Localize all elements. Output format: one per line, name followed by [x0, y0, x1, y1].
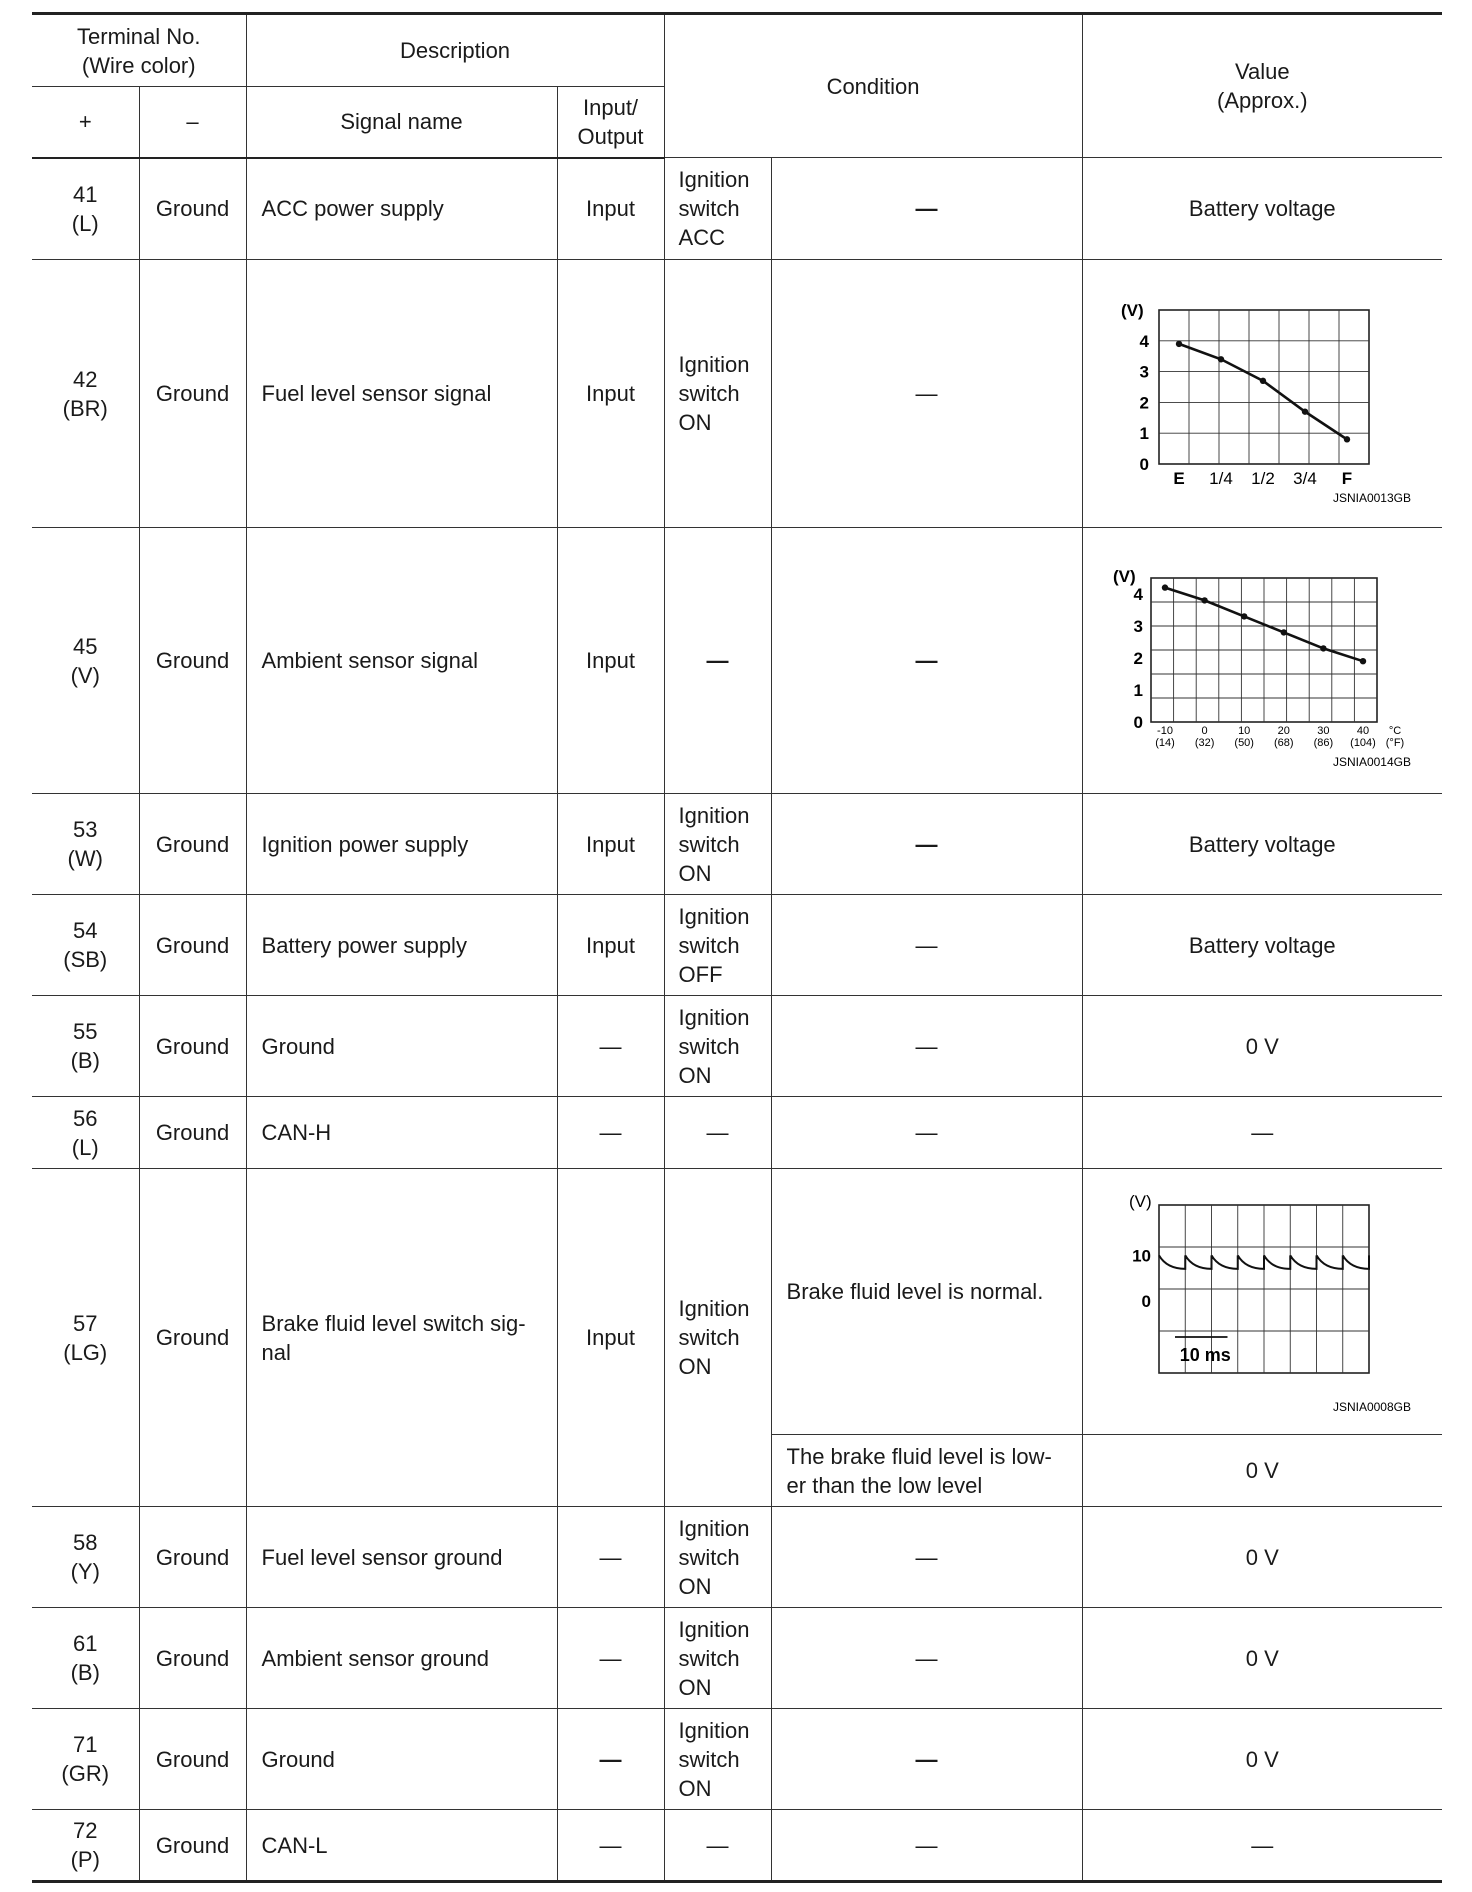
data-point: [1359, 658, 1365, 664]
ground-cell: Ground: [139, 794, 246, 895]
table-row: [32, 1810, 1442, 1882]
condition-detail: —: [771, 1608, 1082, 1709]
condition-detail: —: [771, 1507, 1082, 1608]
y-tick-label: 0: [1141, 1292, 1151, 1311]
value-cell: Battery voltage: [1082, 794, 1442, 895]
data-point: [1175, 341, 1181, 347]
terminal-table: [32, 12, 1442, 1883]
terminal-number: 72 (P): [32, 1810, 139, 1882]
signal-name: CAN-H: [246, 1097, 557, 1169]
y-axis-unit: (V): [1112, 567, 1136, 586]
terminal-number: 58 (Y): [32, 1507, 139, 1608]
data-point: [1320, 645, 1326, 651]
io-cell: —: [557, 1709, 664, 1810]
x-tick-label: (86): [1313, 737, 1333, 749]
condition-switch: Ignition switch ACC: [664, 158, 771, 260]
y-tick-label: 0: [1139, 455, 1149, 474]
ambient-sensor-chart-cell: [1082, 528, 1442, 794]
data-point: [1217, 356, 1223, 362]
terminal-number: 57 (LG): [32, 1169, 139, 1507]
signal-name: Fuel level sensor ground: [246, 1507, 557, 1608]
table-row: [32, 528, 1442, 794]
value-cell: Battery voltage: [1082, 158, 1442, 260]
x-tick-label: (14): [1154, 737, 1175, 749]
io-cell: Input: [557, 158, 664, 260]
signal-name: ACC power supply: [246, 158, 557, 260]
ground-cell: Ground: [139, 1169, 246, 1507]
terminal-number: 54 (SB): [32, 895, 139, 996]
data-point: [1241, 613, 1247, 619]
signal-name: Ambient sensor ground: [246, 1608, 557, 1709]
x-tick-label: 20: [1277, 725, 1290, 737]
y-axis-unit: (V): [1120, 301, 1144, 320]
header-input-output: Input/ Output: [557, 87, 664, 158]
io-cell: Input: [557, 260, 664, 528]
table-row: [32, 1709, 1442, 1810]
x-tick-label: (104): [1349, 737, 1376, 749]
condition-switch: Ignition switch ON: [664, 1709, 771, 1810]
ground-cell: Ground: [139, 1810, 246, 1882]
condition-detail: —: [771, 1097, 1082, 1169]
condition-detail: —: [771, 260, 1082, 528]
table-row: [32, 1507, 1442, 1608]
ground-cell: Ground: [139, 260, 246, 528]
table-row: [32, 158, 1442, 260]
y-tick-label: 1: [1133, 681, 1143, 700]
y-axis-unit: (V): [1128, 1192, 1152, 1211]
table-row: [32, 1097, 1442, 1169]
x-tick-label: 30: [1316, 725, 1330, 737]
ground-cell: Ground: [139, 528, 246, 794]
terminal-number: 61 (B): [32, 1608, 139, 1709]
condition-detail: —: [771, 895, 1082, 996]
x-tick-label: (50): [1233, 737, 1254, 749]
condition-detail: —: [771, 1709, 1082, 1810]
condition-switch: —: [664, 528, 771, 794]
condition-switch: Ignition switch ON: [664, 794, 771, 895]
terminal-number: 41 (L): [32, 158, 139, 260]
ground-cell: Ground: [139, 1097, 246, 1169]
condition-switch: Ignition switch ON: [664, 1608, 771, 1709]
x-tick-label: 0: [1201, 725, 1208, 737]
condition-switch: Ignition switch ON: [664, 996, 771, 1097]
condition-switch: Ignition switch ON: [664, 260, 771, 528]
condition-switch: Ignition switch ON: [664, 1507, 771, 1608]
signal-name: Fuel level sensor signal: [246, 260, 557, 528]
fuel-level-chart-cell: [1082, 260, 1442, 528]
value-cell: 0 V: [1082, 1709, 1442, 1810]
header-plus: +: [32, 87, 139, 158]
condition-detail: —: [771, 794, 1082, 895]
terminal-number: 42 (BR): [32, 260, 139, 528]
x-tick-label: 10: [1237, 725, 1250, 737]
io-cell: Input: [557, 895, 664, 996]
signal-name: Ignition power supply: [246, 794, 557, 895]
signal-name: Brake fluid level switch sig- nal: [246, 1169, 557, 1507]
y-tick-label: 1: [1139, 424, 1149, 444]
ground-cell: Ground: [139, 1709, 246, 1810]
y-tick-label: 0: [1133, 713, 1143, 732]
ground-cell: Ground: [139, 895, 246, 996]
x-tick-label: 1/4: [1208, 469, 1233, 488]
x-tick-label: 1/2: [1250, 469, 1275, 488]
x-unit-label: °C: [1388, 725, 1401, 737]
data-point: [1280, 629, 1286, 635]
io-cell: —: [557, 1097, 664, 1169]
x-tick-label: (32): [1194, 737, 1214, 749]
value-cell: 0 V: [1082, 996, 1442, 1097]
condition-switch: —: [664, 1810, 771, 1882]
header-terminal-no: Terminal No. (Wire color): [32, 14, 246, 87]
x-unit-label: (°F): [1385, 737, 1404, 749]
brake-fluid-waveform: [1083, 1169, 1443, 1427]
signal-name: Ground: [246, 1709, 557, 1810]
terminal-number: 45 (V): [32, 528, 139, 794]
header-minus: –: [139, 87, 246, 158]
brake-fluid-chart-cell: [1082, 1169, 1442, 1435]
condition-detail: —: [771, 1810, 1082, 1882]
header-value: Value (Approx.): [1082, 14, 1442, 158]
value-cell: —: [1082, 1810, 1442, 1882]
condition-detail: —: [771, 996, 1082, 1097]
header-signal-name: Signal name: [246, 87, 557, 158]
io-cell: —: [557, 1608, 664, 1709]
x-tick-label: E: [1172, 469, 1185, 488]
condition-switch: Ignition switch ON: [664, 1169, 771, 1507]
table-row: [32, 1608, 1442, 1709]
data-point: [1301, 408, 1307, 414]
value-cell: 0 V: [1082, 1507, 1442, 1608]
condition-switch: —: [664, 1097, 771, 1169]
io-cell: Input: [557, 794, 664, 895]
x-tick-label: 3/4: [1292, 469, 1317, 488]
condition-detail: Brake fluid level is normal.: [771, 1169, 1082, 1435]
header-condition: Condition: [664, 14, 1082, 158]
value-cell: 0 V: [1082, 1608, 1442, 1709]
io-cell: —: [557, 996, 664, 1097]
value-cell: 0 V: [1082, 1435, 1442, 1507]
table-row: [32, 1169, 1442, 1435]
time-scale-label: 10 ms: [1179, 1345, 1231, 1365]
header-description: Description: [246, 14, 664, 87]
table-row: [32, 260, 1442, 528]
ground-cell: Ground: [139, 996, 246, 1097]
y-tick-label: 3: [1139, 362, 1149, 382]
series-line: [1159, 1255, 1369, 1268]
data-point: [1343, 436, 1349, 442]
figure-code: JSNIA0014GB: [1332, 755, 1411, 769]
terminal-number: 71 (GR): [32, 1709, 139, 1810]
terminal-number: 53 (W): [32, 794, 139, 895]
figure-code: JSNIA0013GB: [1332, 491, 1411, 505]
x-tick-label: 40: [1356, 725, 1369, 737]
io-cell: Input: [557, 528, 664, 794]
y-tick-label: 2: [1133, 649, 1143, 668]
ground-cell: Ground: [139, 1608, 246, 1709]
data-point: [1259, 378, 1265, 384]
x-tick-label: (68): [1273, 737, 1294, 749]
table-row: [32, 794, 1442, 895]
io-cell: —: [557, 1810, 664, 1882]
x-tick-label: -10: [1156, 725, 1173, 737]
y-tick-label: 4: [1133, 585, 1143, 604]
table-row: [32, 996, 1442, 1097]
io-cell: —: [557, 1507, 664, 1608]
signal-name: Ambient sensor signal: [246, 528, 557, 794]
condition-detail: —: [771, 528, 1082, 794]
x-tick-label: F: [1341, 469, 1352, 488]
table-row: [32, 895, 1442, 996]
y-tick-label: 10: [1131, 1246, 1151, 1266]
figure-code: JSNIA0008GB: [1332, 1400, 1411, 1414]
condition-detail: The brake fluid level is low- er than the low level: [771, 1435, 1082, 1507]
series-line: [1179, 344, 1347, 439]
value-cell: —: [1082, 1097, 1442, 1169]
data-point: [1161, 584, 1167, 590]
signal-name: CAN-L: [246, 1810, 557, 1882]
y-tick-label: 4: [1139, 331, 1149, 351]
value-cell: Battery voltage: [1082, 895, 1442, 996]
signal-name: Battery power supply: [246, 895, 557, 996]
ambient-sensor-chart: [1083, 528, 1443, 786]
ground-cell: Ground: [139, 158, 246, 260]
plot-frame: [1159, 310, 1369, 464]
terminal-number: 55 (B): [32, 996, 139, 1097]
io-cell: Input: [557, 1169, 664, 1507]
terminal-number: 56 (L): [32, 1097, 139, 1169]
condition-switch: Ignition switch OFF: [664, 895, 771, 996]
y-tick-label: 3: [1133, 617, 1143, 636]
data-point: [1201, 597, 1207, 603]
y-tick-label: 2: [1139, 393, 1149, 413]
fuel-level-chart: [1083, 260, 1443, 520]
ground-cell: Ground: [139, 1507, 246, 1608]
signal-name: Ground: [246, 996, 557, 1097]
condition-detail: —: [771, 158, 1082, 260]
